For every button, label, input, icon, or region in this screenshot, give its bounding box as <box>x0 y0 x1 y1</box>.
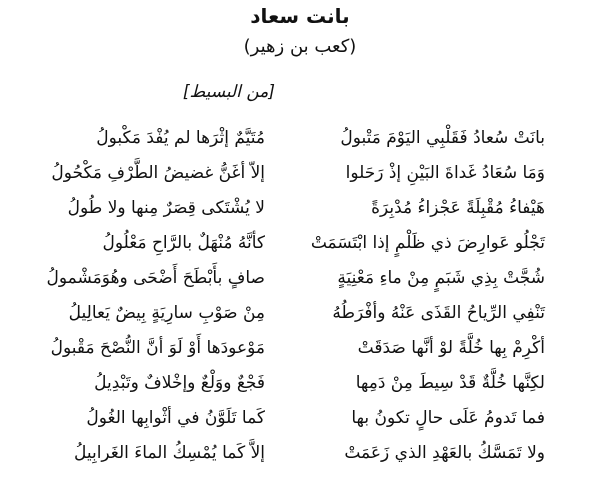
verse-first-hemistich: لكِنَّها خُلَّةٌ قَدْ سِيطَ مِنْ دَمِها <box>355 373 545 393</box>
verse-5 <box>0 261 600 295</box>
verse-first-hemistich: تَجْلُو عَوارِضَ ذي ظَلْمٍ إذا ابْتَسَمَتْ <box>310 233 545 253</box>
verse-second-hemistich: فَجْعٌ ووَلْعٌ وإخْلافٌ وتَبْدِيلُ <box>94 373 265 393</box>
verse-second-hemistich: مَوْعودَها أَوْ لَوَ أنَّ النُّصْحَ مَقْبولُ <box>50 338 265 358</box>
verse-second-hemistich: كَما تَلَوَّنُ في أثْوابِها الغُولُ <box>86 408 265 428</box>
verse-second-hemistich: إلاَّ كَما يُمْسِكُ الماءَ الغَرابِيلُ <box>73 443 265 463</box>
verse-first-hemistich: وَمَا سُعَادُ غَداةَ البَيْنِ إذْ رَحَلوا <box>345 163 545 183</box>
verse-9 <box>0 401 600 435</box>
verse-second-hemistich: كأنَّهُ مُنْهَلٌ بالرَّاحِ مَعْلُولُ <box>102 233 265 253</box>
verse-1 <box>0 121 600 155</box>
verse-second-hemistich: صافٍ بأَبْطَحَ أَضْحَى وهُوَمَشْمولُ <box>46 268 265 288</box>
verse-3 <box>0 191 600 225</box>
verse-first-hemistich: شُجَّتْ بِذِي شَبَمٍ مِنْ ماءِ مَعْنِيَةٍ <box>337 268 545 288</box>
poet-name: (كعب بن زهير) <box>243 36 357 57</box>
verse-second-hemistich: لا يُشْتَكى قِصَرٌ مِنها ولا طُولُ <box>67 198 265 218</box>
verse-first-hemistich: بانَتْ سُعادُ فَقَلْبِي اليَوْمَ مَتْبولُ <box>340 128 545 148</box>
verse-8 <box>0 366 600 400</box>
poem-title: بانت سعاد <box>250 4 350 28</box>
verse-10 <box>0 436 600 470</box>
verse-first-hemistich: هَيْفاءُ مُقْبِلَةً عَجْزاءُ مُدْبِرَةً <box>371 198 545 218</box>
verse-7 <box>0 331 600 365</box>
poem-meter: [من البسيط] <box>182 82 275 102</box>
verse-4 <box>0 226 600 260</box>
verse-first-hemistich: فما تَدومُ عَلَى حالٍ تكونُ بها <box>351 408 545 428</box>
verse-first-hemistich: تَنْفِي الرِّياحُ القَذَى عَنْهُ وأفْرَطُهُ <box>332 303 545 323</box>
verse-first-hemistich: ولا تَمَسَّكُ بالعَهْدِ الذي زَعَمَتْ <box>344 443 545 463</box>
verse-first-hemistich: أكْرِمْ بِها خُلَّةً لوْ أنَّها صَدَقَتْ <box>357 338 545 358</box>
verse-second-hemistich: مِنْ صَوْبِ سارِيَةٍ بِيضٌ يَعالِيلُ <box>68 303 265 323</box>
verse-second-hemistich: مُتَيَّمٌ إثْرَها لم يُفْدَ مَكْبولُ <box>96 128 265 148</box>
verses-list <box>0 121 600 471</box>
verse-6 <box>0 296 600 330</box>
verse-second-hemistich: إلاّ أغَنُّ غضيضُ الطَّرْفِ مَكْحُولُ <box>51 163 265 183</box>
verse-2 <box>0 156 600 190</box>
